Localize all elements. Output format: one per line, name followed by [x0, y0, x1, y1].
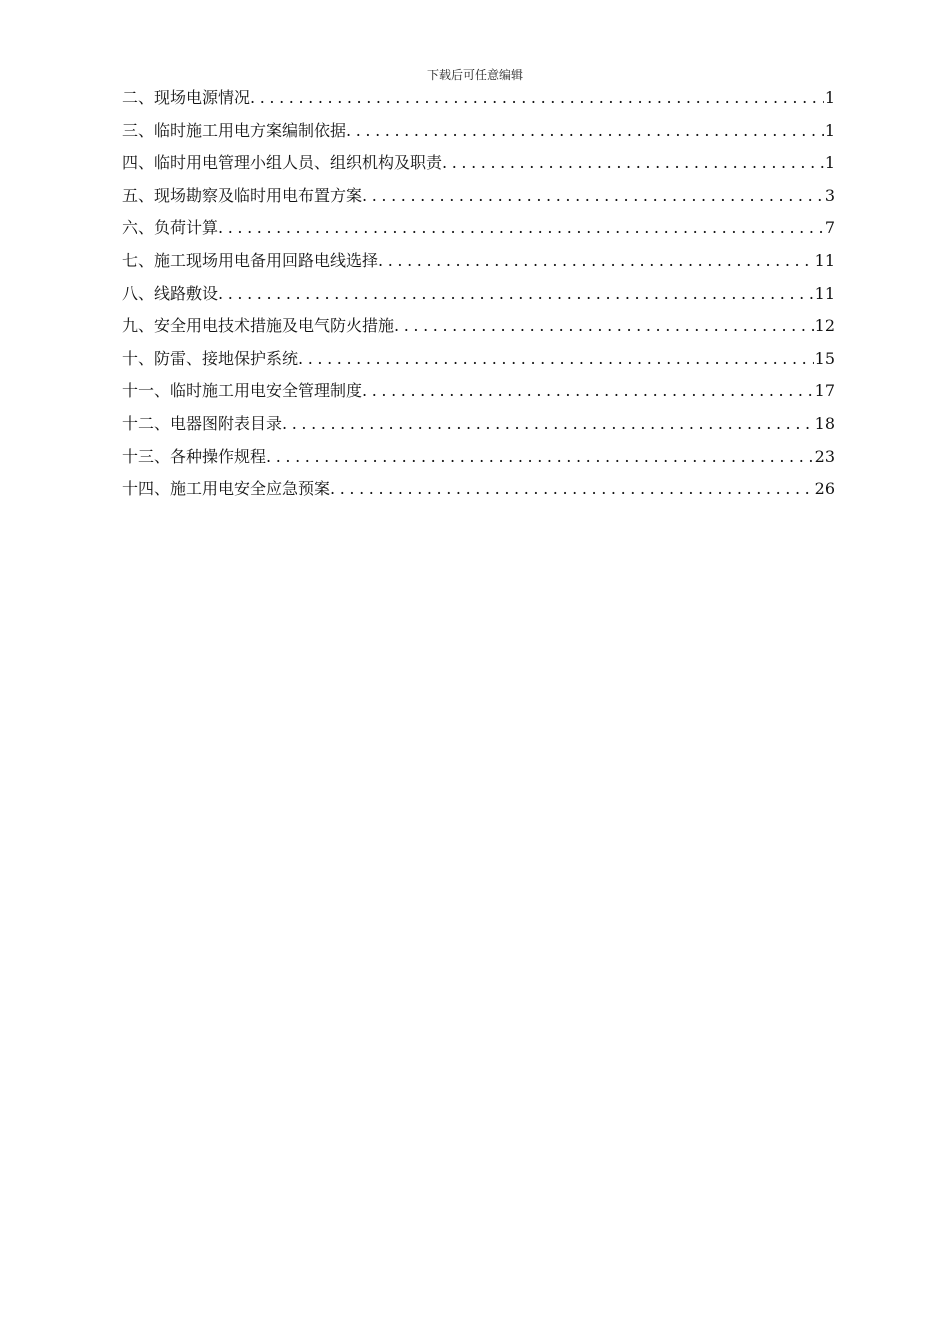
toc-dot-leader — [266, 441, 814, 474]
toc-entry-title: 十四、施工用电安全应急预案 — [122, 479, 331, 499]
toc-entry[interactable] — [122, 408, 835, 441]
toc-entry-title: 十三、各种操作规程 — [122, 446, 267, 466]
toc-page-number: 1 — [824, 120, 835, 140]
toc-page-number: 12 — [814, 316, 835, 336]
toc-entry[interactable] — [122, 278, 835, 311]
toc-entry-title: 四、临时用电管理小组人员、组织机构及职责 — [122, 153, 443, 173]
toc-entry-title: 五、现场勘察及临时用电布置方案 — [122, 185, 363, 205]
toc-entry-title: 三、临时施工用电方案编制依据 — [122, 120, 347, 140]
toc-entry[interactable] — [122, 147, 835, 180]
toc-dot-leader — [250, 82, 824, 115]
toc-entry-title: 十、防雷、接地保护系统 — [122, 348, 299, 368]
toc-page-number: 26 — [814, 479, 835, 499]
toc-dot-leader — [330, 473, 814, 506]
toc-entry[interactable] — [122, 82, 835, 115]
toc-dot-leader — [218, 278, 814, 311]
toc-entry-title: 七、施工现场用电备用回路电线选择 — [122, 250, 379, 270]
toc-dot-leader — [394, 310, 814, 343]
toc-entry[interactable] — [122, 245, 835, 278]
table-of-contents — [122, 82, 835, 506]
toc-page-number: 1 — [824, 88, 835, 107]
toc-dot-leader — [298, 343, 814, 376]
toc-entry[interactable] — [122, 473, 835, 506]
toc-page-number: 17 — [814, 381, 835, 401]
toc-entry[interactable] — [122, 375, 835, 408]
toc-entry-title: 八、线路敷设 — [122, 283, 219, 303]
toc-page-number: 7 — [824, 218, 835, 238]
toc-entry[interactable] — [122, 115, 835, 148]
toc-entry-title: 六、负荷计算 — [122, 218, 219, 238]
toc-entry[interactable] — [122, 180, 835, 213]
toc-page-number: 11 — [814, 283, 835, 303]
toc-dot-leader — [442, 147, 824, 180]
toc-dot-leader — [362, 375, 814, 408]
toc-entry[interactable] — [122, 441, 835, 474]
toc-dot-leader — [378, 245, 814, 278]
toc-entry-title: 二、现场电源情况 — [122, 88, 251, 107]
toc-dot-leader — [282, 408, 814, 441]
toc-page-number: 1 — [824, 153, 835, 173]
toc-entry[interactable] — [122, 310, 835, 343]
toc-entry-title: 九、安全用电技术措施及电气防火措施 — [122, 316, 395, 336]
toc-dot-leader — [346, 115, 824, 148]
toc-entry[interactable] — [122, 343, 835, 376]
toc-entry-title: 十一、临时施工用电安全管理制度 — [122, 381, 363, 401]
toc-page-number: 18 — [814, 413, 835, 433]
toc-page-number: 11 — [814, 250, 835, 270]
toc-page-number: 3 — [824, 185, 835, 205]
toc-page-number: 23 — [814, 446, 835, 466]
toc-entry[interactable] — [122, 212, 835, 245]
toc-entry-title: 十二、电器图附表目录 — [122, 413, 283, 433]
page-header-note: 下载后可任意编辑 — [426, 68, 523, 82]
toc-dot-leader — [218, 212, 824, 245]
toc-page-number: 15 — [814, 348, 835, 368]
toc-dot-leader — [362, 180, 824, 213]
